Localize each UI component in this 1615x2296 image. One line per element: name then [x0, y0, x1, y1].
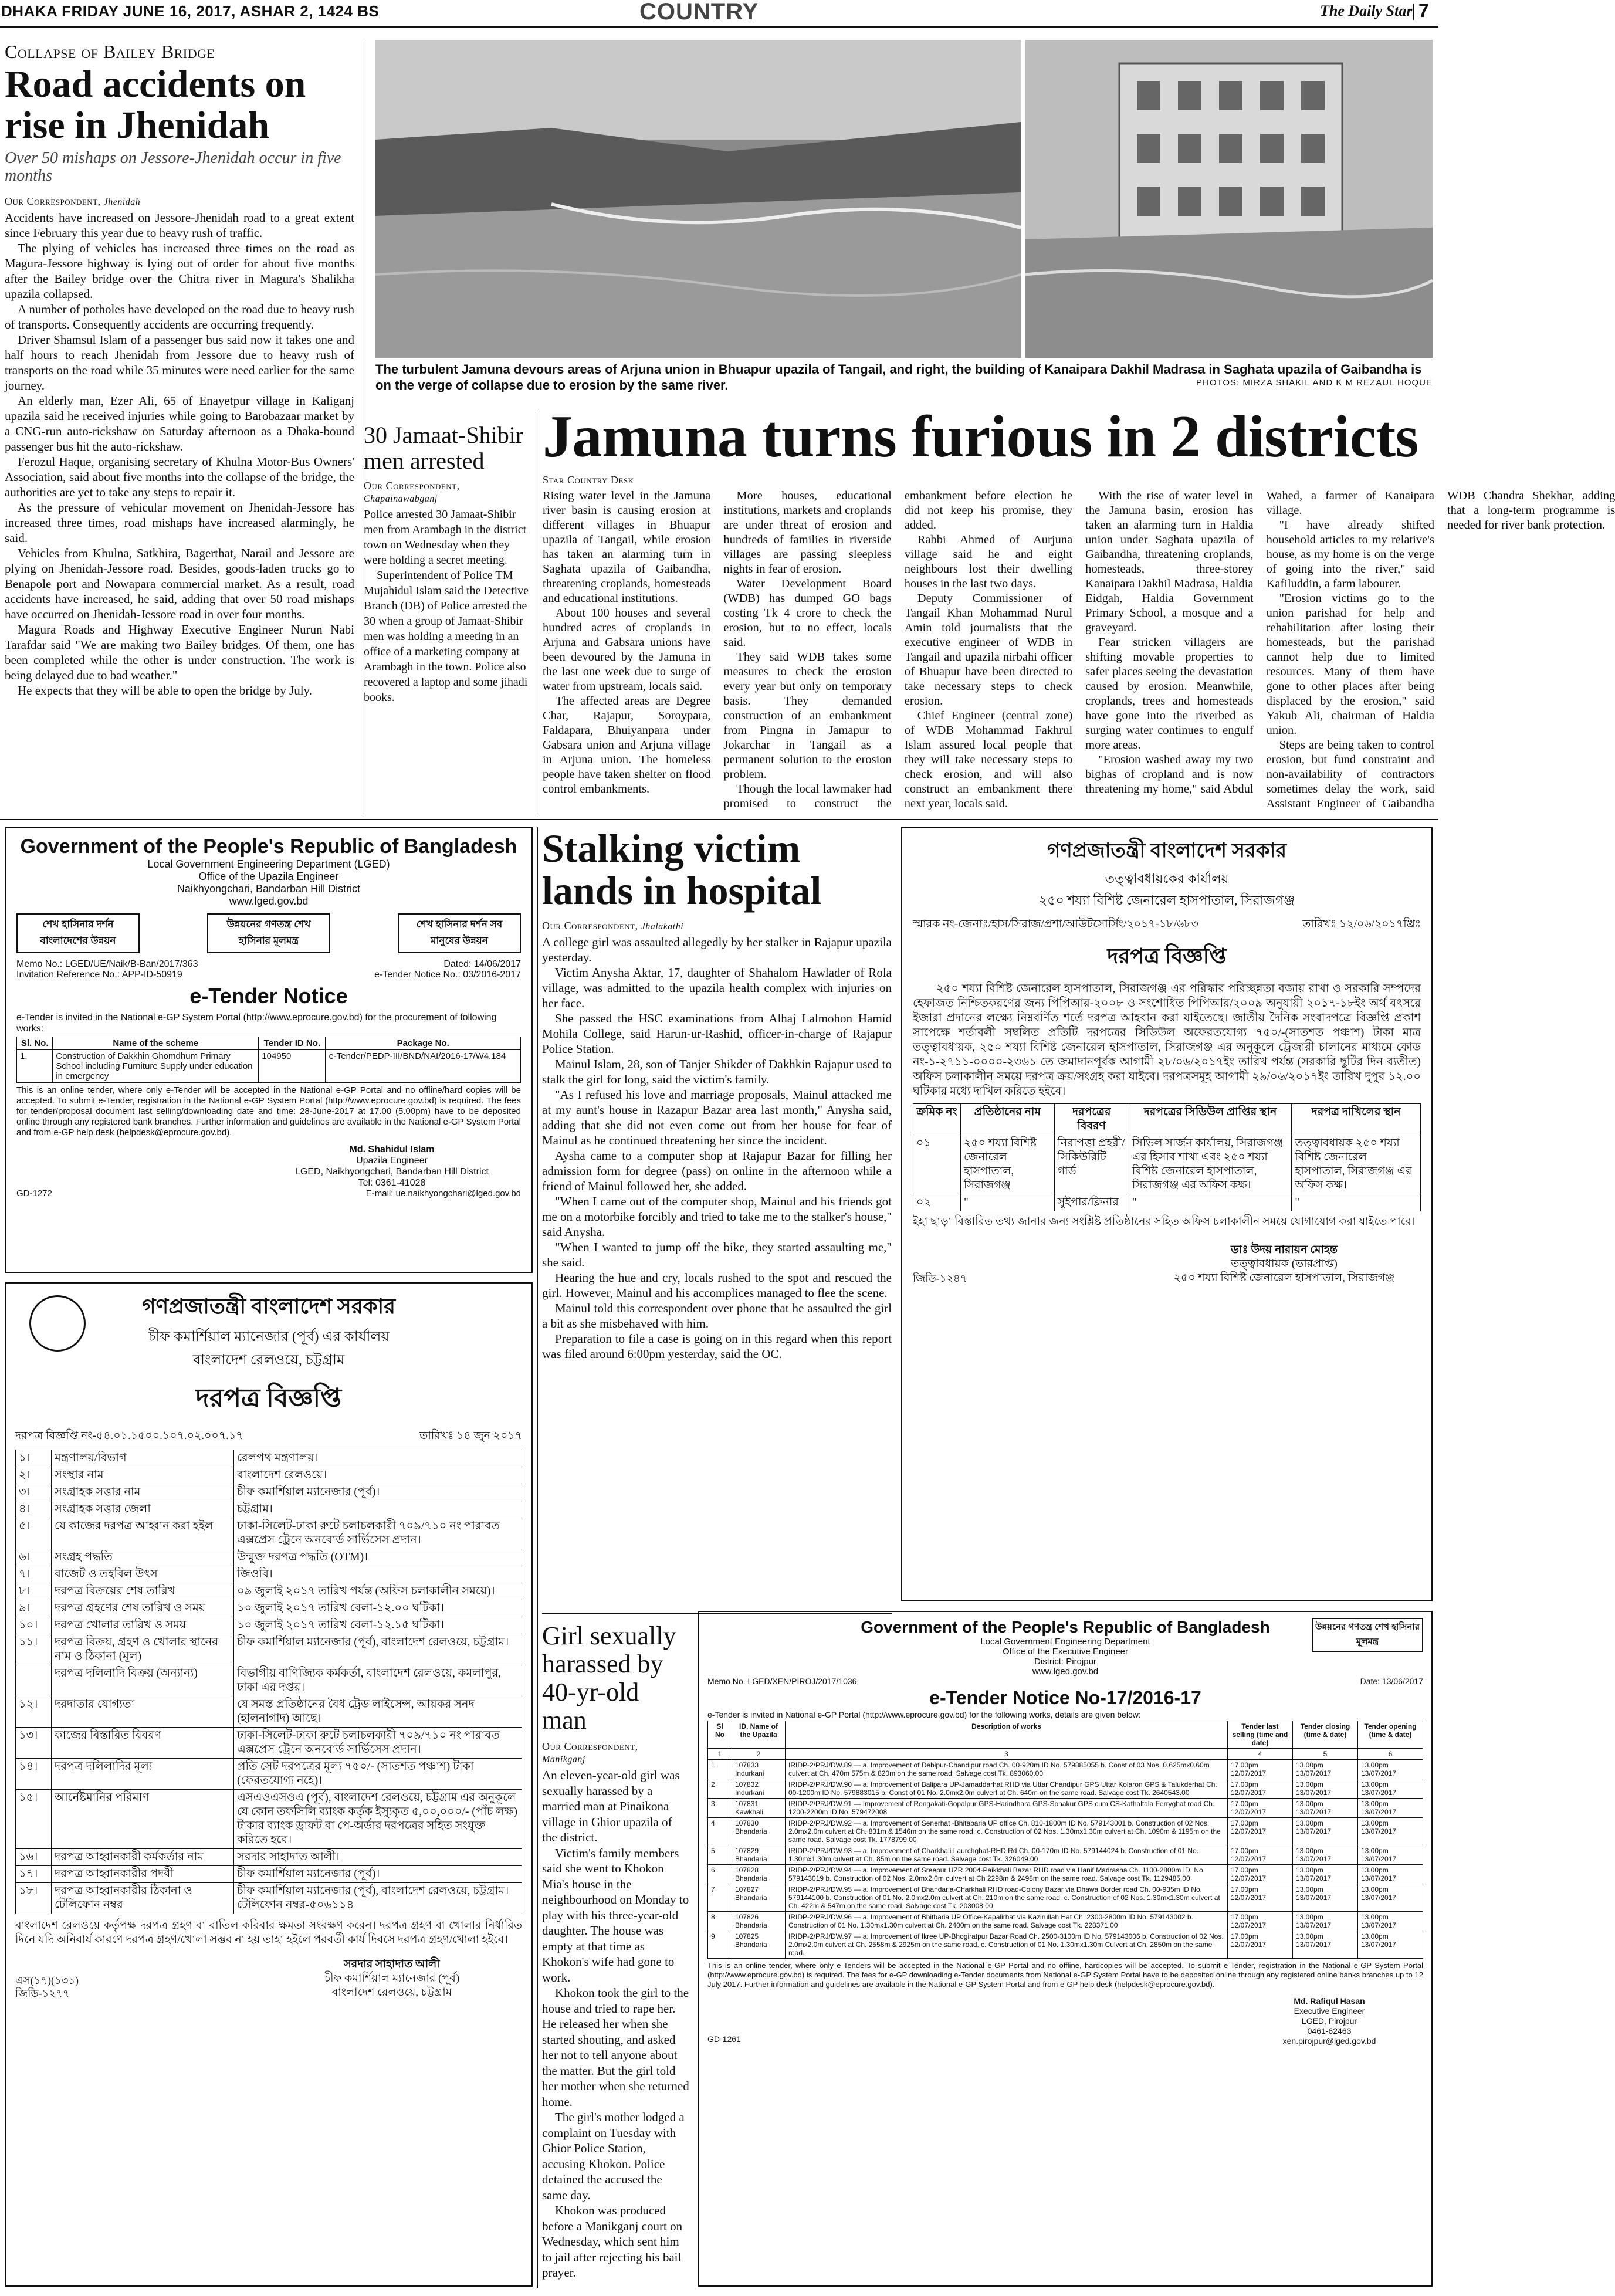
ad-code: GD-1261 [707, 2034, 741, 2044]
signer-name: সরদার সাহাদাত আলী [344, 1958, 440, 1970]
header-divider [1413, 4, 1414, 20]
slogan-right: শেখ হাসিনার দর্শন সব মানুষের উন্নয়ন [398, 913, 521, 953]
slogan-left: শেখ হাসিনার দর্শন বাংলাদেশের উন্নয়ন [16, 913, 140, 953]
table-row: 1. Construction of Dakkhin Ghomdhum Primary School including Furniture Supply under education in emergency 104950 e-Tender/PEDP-III/BND/NAI/2016-17/W4.184 [17, 1050, 521, 1083]
signer-name: Md. Shahidul Islam [349, 1144, 435, 1154]
headline: Girl sexually harassed by 40-yr-old man [542, 1621, 676, 1735]
table-row: 6 107828 Bhandaria IRIDP-2/PRJ/DW.94 — a. Improvement of Sreepur UZR 2004-Paikkhali Bazar RHD road via Hanif Madrasha Ch. 1100-2800m ID. No. 579143019 b. Construction of 02 Nos. 2.0mx2.0m culvert at Ch 2298m & 2498m on the same road. Salvage cost Tk. 1129485.00 17.00pm 12/07/2017 13.00pm 13/07/2017 13.00pm 13/07/2017 [708, 1865, 1423, 1884]
ref-row [16, 970, 521, 980]
paragraph: The girl's mother lodged a complaint on Tuesday with Ghior Police Station, accusing Khokon. Police detained the accused the same day. [542, 2110, 685, 2202]
story-road-accidents [5, 41, 354, 698]
paragraph: "I have already shifted household articles to my relative's house, as my home is on the verge of going into the river," said Kafiluddin, a farm labourer. [1266, 519, 1434, 590]
paragraph: More houses, educational institutions, markets and croplands are under threat of erosion and hundreds of families in riverside villages are passing sleepless nights in fear of erosion. [723, 489, 892, 575]
notice-body: This is an online tender, where only e-Tender will be accepted in the National e-GP Portal and no offline/hard copies will be accepted. To submit e-Tender, registration in the National e-GP System Portal (http://www.eprocure.gov.bd) is required. The fees for tender/proposal document last selling/downloading date and time: 28-June-2017 at 17.00 (5.00pm) have to be deposited online through any registered bank branches. Further information and guidelines are available in the National e-GP System Portal and from e-GP help desk (helpdesk@eprocure.gov.bd). [16, 1085, 521, 1137]
ref-row [15, 1427, 522, 1446]
paragraph: Accidents have increased on Jessore-Jhenidah road to a great extent since February this year due to heavy rush of traffic. [5, 211, 354, 240]
table-row: ১০। দরপত্র খোলার তারিখ ও সময় ১০ জুলাই ২০১৭ তারিখ বেলা-১২.১৫ ঘটিকা। [16, 1617, 522, 1634]
ad-footer-note: ইহা ছাড়া বিস্তারিত তথ্য জানার জন্য সংশ্লিষ্ট প্রতিষ্ঠানের সহিত অফিস চলাকালীন সময়ে যোগাযোগ করা যাইতে পারে। [913, 1215, 1416, 1228]
photo-madrasa-collapse [1025, 40, 1433, 358]
paragraph: Victim Anysha Aktar, 17, daughter of Shahalom Hawlader of Rola village, was admitted to the upazila health complex with injuries on her face. [542, 966, 892, 1010]
ad-office: চীফ কমার্শিয়াল ম্যানেজার (পূর্ব) এর কার্যালয় [148, 1329, 390, 1345]
notice-no: e-Tender Notice No.: 03/2016-2017 [374, 970, 521, 980]
table-row: 4 107830 Bhandaria IRIDP-2/PRJ/DW.92 — a. Improvement of Senerhat -Bhitabaria UP office Ch. 810-1800m ID No. 579143001 b. Construction of 02 Nos. 2.0mx2.0m culvert at Ch. 831m & 1546m on the same road. c. Construction of 02 Nos. 1.30mx1.30m culvert at Ch. 1090m & 1195m on the same road. Salvage cost Tk. 1778799.00 17.00pm 12/07/2017 13.00pm 13/07/2017 13.00pm 13/07/2017 [708, 1818, 1423, 1845]
story-girl-harassed [542, 1622, 690, 2281]
story-jamuna-furious [543, 405, 1434, 469]
kicker: Collapse of Bailey Bridge [5, 41, 215, 62]
ref-date: তারিখঃ ১২/০৬/২০১৭খ্রিঃ [1302, 918, 1421, 930]
table-row: ৮। দরপত্র বিক্রয়ের শেষ তারিখ ০৯ জুলাই ২০১৭ তারিখ পর্যন্ত (অফিস চলাকালীন সময়ে)। [16, 1583, 522, 1600]
paragraph: Magura Roads and Highway Executive Engineer Nurun Nabi Tarafdar said "We are making two Bailey bridges. Of them, one has been completed while the other is under construction. The work is being delayed due to bad weather." [5, 622, 354, 682]
ad-website: www.lged.gov.bd [229, 895, 309, 907]
table-header: Sl No ID, Name of the Upazila Description of works Tender last selling (time and date) Tender closing (time & date) Tender opening (time & date) [708, 1721, 1423, 1749]
paragraph: Fear stricken villagers are shifting movable properties to safer places seeing the devastation caused by erosion. Meanwhile, croplands, trees and homesteads have gone into the riverbed as surging water continues to engulf more areas. [1085, 636, 1254, 751]
ad-office: Office of the Upazila Engineer [198, 871, 339, 882]
byline: Star Country Desk [543, 474, 634, 486]
notice-intro: e-Tender is invited in National e-GP Portal (http://www.eprocure.gov.bd) for the following works, details are given below: [707, 1710, 1141, 1719]
byline: Our Correspondent, Jhalakathi [542, 920, 684, 932]
ad-code: জিডি-১২৪৭ [913, 1272, 967, 1284]
table-row: ৬। সংগ্রহ পদ্ধতি উন্মুক্ত দরপত্র পদ্ধতি (OTM)। [16, 1549, 522, 1566]
signer-office: ২৫০ শয্যা বিশিষ্ট জেনারেল হাসপাতাল, সিরাজগঞ্জ [1173, 1272, 1395, 1284]
photo-jamuna-erosion [375, 40, 1021, 358]
paragraph: "When I wanted to jump off the bike, they started assaulting me," she said. [542, 1240, 892, 1269]
signer-designation: তত্ত্বাবধায়ক (ভারপ্রাপ্ত) [1231, 1258, 1338, 1270]
article-body [542, 934, 892, 1362]
notice-body: ২৫০ শয্যা বিশিষ্ট জেনারেল হাসপাতাল, সিরাজগঞ্জ এর পরিস্কার পরিচ্ছন্নতা বজায় রাখা ও সরকারি সম্পদের হেফাজত নিশ্চিতকরণের জন্য পিপিআর-২০০৮ ও সংশোধিত পিপিআর/২০০৯ অনুযায়ী ২০১৭-১৮ইং অর্থ বৎসরে ইজারা প্রদানের লক্ষ্যে নিম্নবর্ণিত শর্তে দরপত্র আহবান করা যাইতেছে। জাতীয় দৈনিক সংবাদপত্রে বিজ্ঞপ্তি প্রকাশ সাপেক্ষে শর্তাবলী সম্বলিত প্রতিটি দরপত্রের সিডিউল অফেরতযোগ্য ৭৫০/-(সাতশত পঞ্চাশ) টাকা মাত্র তত্ত্বাবধায়ক, ২৫০ শয্যা বিশিষ্ট জেনারেল হাসপাতাল, সিরাজগঞ্জ এর অনুকূলে ট্রেজারী চালানের মাধ্যমে কোড নং-১-২৭১১-০০০০-২৩৬১ তে জমাদানপূর্বক আগামী ২৮/০৬/২০১৭ইং তারিখ পর্যন্ত (সরকারি ছুটির দিন ব্যতীত) অফিস চলাকালীন সময়ে দরপত্র ক্রয়/সংগ্রহ করা যাইবে। দরপত্রসমূহ আগামী ২৯/০৬/২০১৭ইং তারিখ দুপুর ১২.০০ ঘটিকার মধ্যে দাখিল করিতে হইবে। [913, 983, 1421, 1098]
story-jamaat-arrest [364, 422, 530, 705]
paragraph: Deputy Commissioner of Tangail Khan Mohammad Nurul Amin told journalists that the executive engineer of WDB in Tangail and upazila nirbahi officer of Bhuapur have been directed to take necessary steps to check erosion. [904, 592, 1073, 707]
table-row: দরপত্র দলিলাদি বিক্রয় (অন্যান্য) বিভাগীয় বাণিজ্যিক কর্মকর্তা, বাংলাদেশ রেলওয়ে, কমলাপুর, ঢাকা এর দপ্তর। [16, 1665, 522, 1696]
ad-office: Office of the Executive Engineer [1002, 1647, 1128, 1657]
paragraph: A college girl was assaulted allegedly by her stalker in Rajapur upazila yesterday. [542, 935, 892, 964]
table-row: ১২। দরদাতার যোগ্যতা যে সমস্ত প্রতিষ্ঠানের বৈধ ট্রেড লাইসেন্স, আয়কর সনদ (হালনাগাদ) আছে। [16, 1696, 522, 1728]
dateline: DHAKA FRIDAY JUNE 16, 2017, ASHAR 2, 1424 BS [1, 2, 380, 20]
photo-caption [375, 361, 1431, 393]
paragraph: Hearing the hue and cry, locals rushed to the spot and rescued the girl. However, Mainul and his accomplices managed to flee the scene. [542, 1271, 892, 1300]
article-body [5, 210, 354, 698]
table-row: 5 107829 Bhandaria IRIDP-2/PRJ/DW.93 — a. Improvement of Charkhali Laurchghat-RHD Rd Ch. 00-170m ID No. 579144024 b. Construction of 01 No. 1.30mx1.30m culvert at Ch. 85m on the same road. Salvage cost Tk. 326049.00 17.00pm 12/07/2017 13.00pm 13/07/2017 13.00pm 13/07/2017 [708, 1845, 1423, 1865]
paragraph: Ferozul Haque, organising secretary of Khulna Motor-Bus Owners' Association, said about five months into the collapse of the bridge, the authorities are yet to take any steps to repair it. [5, 455, 354, 499]
paragraph: A number of potholes have developed on the road due to heavy rush of transports. Consequently accidents are occurring frequently. [5, 302, 354, 331]
masthead: The Daily Star [1320, 2, 1413, 19]
table-header: Sl. No. Name of the scheme Tender ID No. Package No. [17, 1037, 521, 1050]
ad-code: GD-1272 [16, 1188, 52, 1198]
paragraph: Mainul told this correspondent over phone that he assaulted the girl a bit as she misbehaved with him. [542, 1301, 892, 1330]
column-divider [537, 827, 538, 2288]
ad-sirajganj-hospital [901, 827, 1433, 1601]
table-row: ৫। যে কাজের দরপত্র আহ্বান করা হইল ঢাকা-সিলেট-ঢাকা রুটে চলাচলকারী ৭০৯/৭১০ নং পারাবত এক্সপ্রেস ট্রেনে অনবোর্ড সার্ভিসেস প্রদান। [16, 1518, 522, 1549]
ad-office: তত্ত্বাবধায়কের কার্যালয় [1105, 871, 1229, 886]
table-row: 7 107827 Bhandaria IRIDP-2/PRJ/DW.95 — a. Improvement of Bhandaria-Charkhali RHD road-Colony Bazar via Dhawa Border road Ch. 00-935m ID No. 579144100 b. Construction of 01 No. 2.0mx2.0m culvert at Ch. 210m on the same road. c. Construction of 02 Nos. 1.30mx1.30m culvert at Ch. 422m & 547m on the same road. Salvage cost Tk. 203008.00 17.00pm 12/07/2017 13.00pm 13/07/2017 13.00pm 13/07/2017 [708, 1884, 1423, 1912]
paragraph: Water Development Board (WDB) has dumped GO bags costing Tk 4 crore to check the erosion, but to no effect, locals said. [723, 577, 892, 649]
paragraph: Police arrested 30 Jamaat-Shibir men from Arambagh in the district town on Wednesday when they were holding a secret meeting. [364, 508, 527, 567]
notice-title: e-Tender Notice [189, 984, 348, 1008]
memo-date: Date: 13/06/2017 [1360, 1677, 1423, 1686]
headline: Jamuna turns furious in 2 districts [543, 404, 1418, 470]
notice-title: দরপত্র বিজ্ঞপ্তি [1107, 944, 1227, 968]
govt-seal-icon [29, 1295, 86, 1352]
ref-no: স্মারক নং-জেনাঃ/হাস/সিরাজ/প্রশা/আউটসোর্সিং/২০১৭-১৮/৬৮৩ [913, 918, 1198, 930]
header-rule [0, 26, 1438, 28]
ad-title: গণপ্রজাতন্ত্রী বাংলাদেশ সরকার [141, 1295, 396, 1318]
paragraph: The affected areas are Degree Char, Rajapur, Soroypara, Faldapara, Bhuiyanpara under Gabsara union and Arjuna village in Arjuna union. The homeless people have taken shelter on flood control embankments. [543, 695, 711, 795]
paragraph: "When I came out of the computer shop, Mainul and his friends got me on a motorbike forcibly and tried to take me to the stalker's house," said Anysha. [542, 1194, 892, 1239]
ad-website: www.lged.gov.bd [1032, 1667, 1099, 1677]
signature-block [263, 1144, 521, 1188]
ad-lged-naikhyongchari [5, 827, 533, 1273]
paragraph: As the pressure of vehicular movement on Jhenidah-Jessore has increased three times, road mishaps have increased alarmingly, he said. [5, 500, 354, 545]
signer-tel: Tel: 0361-41028 [358, 1178, 426, 1188]
signer-tel: 0461-62463 [1307, 2026, 1352, 2036]
ad-place: বাংলাদেশ রেলওয়ে, চট্টগ্রাম [192, 1353, 345, 1368]
paragraph: Khokon took the girl to the house and tried to rape her. He released her when she started shouting, and asked her not to tell anyone about the matter. But the girl told her mother when she returned home. [542, 1986, 689, 2109]
paragraph: Victim's family members said she went to Khokon Mia's house in the neighbourhood on Monday to play with his three-year-old daughter. The house was empty at that time as Khokon's wife had gone to work. [542, 1845, 689, 1985]
signer-name: Md. Rafiqul Hasan [1294, 1996, 1365, 2006]
memo-date: Dated: 14/06/2017 [443, 959, 521, 969]
table-row: ০১ ২৫০ শয্যা বিশিষ্ট জেনারেল হাসপাতাল, সিরাজগঞ্জ নিরাপত্তা প্রহরী/সিকিউরিটি গার্ড সিভিল সার্জন কার্যালয়, সিরাজগঞ্জ এর হিসাব শাখা এবং ২৫০ শয্যা বিশিষ্ট জেনারেল হাসপাতাল, সিরাজগঞ্জ এর অফিস কক্ষ। তত্ত্বাবধায়ক ২৫০ শয্যা বিশিষ্ট জেনারেল হাসপাতাল, সিরাজগঞ্জ এর অফিস কক্ষ। [913, 1135, 1421, 1194]
ad-footer-note: বাংলাদেশ রেলওয়ে কর্তৃপক্ষ দরপত্র গ্রহণ বা বাতিল করিবার ক্ষমতা সংরক্ষণ করেন। দরপত্র গ্রহণ বা খোলার নির্ধারিত দিনে যদি অনিবার্য কারণে দরপত্র গ্রহণ/খোলা সম্ভব না হয় তাহা হইলে পরবর্তী কার্য দিবসে দরপত্র গ্রহণ/খোলা হইবে। [15, 1919, 522, 1946]
table-row: ১। মন্ত্রণালয়/বিভাগ রেলপথ মন্ত্রণালয়। [16, 1450, 522, 1467]
table-row: 9 107825 Bhandaria IRIDP-2/PRJ/DW.97 — a. Improvement of Ikree UP-Bhogiratpur Bazar Road Ch. 2500-3100m ID No. 579143006 b. Construction of 02 Nos. 2.0mx2.0m culvert at Ch. 2558m & 2925m on the same road. c. Construction of 01 No. 1.30mx1.30m Culvert at Ch. 2850m on the same road. 17.00pm 12/07/2017 13.00pm 13/07/2017 13.00pm 13/07/2017 [708, 1931, 1423, 1959]
invitation-ref: Invitation Reference No.: APP-ID-50919 [16, 970, 182, 980]
ad-footer [16, 1188, 521, 1198]
ref-date: তারিখঃ ১৪ জুন ২০১৭ [419, 1430, 522, 1442]
signer-place: বাংলাদেশ রেলওয়ে, চট্টগ্রাম [331, 1986, 452, 1999]
paragraph: Though the local lawmaker had promised to construct the embankment before election he did not keep his promise, they added. [723, 489, 1073, 810]
signer-designation: Executive Engineer [1294, 2006, 1365, 2016]
table-row: 3 107831 Kawkhali IRIDP-2/PRJ/DW.91 — Improvement of Rongakati-Gopalpur GPS-Harindhara GPS-Sonakur GPS cum CS-Kathaltala Ferryghat road Ch. 1200-2200m ID No. 579472008 17.00pm 12/07/2017 13.00pm 13/07/2017 13.00pm 13/07/2017 [708, 1799, 1423, 1818]
article-body [542, 1767, 690, 2281]
logo-row [16, 913, 521, 953]
ad-hospital: ২৫০ শয্যা বিশিষ্ট জেনারেল হাসপাতাল, সিরাজগঞ্জ [1038, 893, 1295, 907]
paragraph: She passed the HSC examinations from Alhaj Lalmohon Hamid Mohila College, said Harun-ur-Rashid, officer-in-charge of Rajapur Police Station. [542, 1011, 892, 1056]
table-row: ১৩। কাজের বিস্তারিত বিবরণ ঢাকা-সিলেট-ঢাকা রুটে চলাচলকারী ৭০৯/৭১০ নং পারাবত এক্সপ্রেস ট্রেনে অনবোর্ড সার্ভিসেস প্রদান। [16, 1728, 522, 1759]
signer-name: ডাঃ উদয় নারায়ন মোহন্ত [1230, 1244, 1338, 1256]
section-label: COUNTRY [639, 0, 759, 25]
paragraph: Rabbi Ahmed of Aurjuna village said he and eight neighbours lost their dwelling houses in the last two days. [904, 533, 1073, 590]
table-header: ক্রমিক নং প্রতিষ্ঠানের নাম দরপত্রের বিবরণ দরপত্রের সিডিউল প্রাপ্তির স্থান দরপত্র দাখিলের স্থান [913, 1104, 1421, 1135]
ad-bangladesh-railway [5, 1282, 533, 2287]
headline: Road accidents on rise in Jhenidah [5, 63, 306, 147]
signer-email: E-mail: ue.naikhyongchari@lged.gov.bd [365, 1188, 521, 1198]
table-row: 1 107833 Indurkani IRIDP-2/PRJ/DW.89 — a. Improvement of Debipur-Chandipur road Ch. 00-920m ID No. 579885055 b. Const of 03 Nos. 0.625mx0.60m culvert at Ch. 470m 575m & 820m on the same road. Salvage cost Tk. 893060.00 17.00pm 12/07/2017 13.00pm 13/07/2017 13.00pm 13/07/2017 [708, 1760, 1423, 1779]
paragraph: About 100 houses and several hundred acres of croplands in Arjuna and Gabsara unions have been devoured by the Jamuna in the last one week due to surge of water from upstream, locals said. [543, 607, 711, 693]
slogan: উন্নয়নের গণতন্ত্র শেখ হাসিনার মূলমন্ত্র [1312, 1618, 1423, 1652]
tender-table [707, 1721, 1423, 1959]
notice-intro: e-Tender is invited in the National e-GP System Portal (http://www.eprocure.gov.bd) for the procurement of following works: [16, 1012, 497, 1034]
byline: Our Correspondent, Chapainawabganj [364, 480, 460, 504]
section-rule [0, 819, 1438, 820]
ad-dept: Local Government Engineering Department [980, 1637, 1150, 1647]
headline: Stalking victim lands in hospital [542, 826, 822, 913]
paragraph: Khokon was produced before a Manikganj court on Wednesday, which sent him to jail after rejecting his bail prayer. [542, 2203, 683, 2280]
notice-title: e-Tender Notice No-17/2016-17 [929, 1687, 1201, 1708]
caption-text: The turbulent Jamuna devours areas of Arjuna union in Bhuapur upazila of Tangail, and right, the building of Kanaipara Dakhil Madrasa in Saghata upazila of Gaibandha is on the verge of collapse due to erosion by the same river. [375, 362, 1422, 392]
page-header [0, 0, 1438, 23]
ad-lged-pirojpur [698, 1611, 1433, 2287]
paragraph: An elderly man, Ezer Ali, 65 of Enayetpur village in Kaliganj upazila said he received injuries while going to Barobazaar market by a CNG-run auto-rickshaw on Saturday afternoon as a Dhaka-bound passenger bus hit the auto-rickshaw. [5, 394, 354, 453]
slogan-mid: উন্নয়নের গণতন্ত্র শেখ হাসিনার মূলমন্ত্র [207, 913, 330, 953]
paragraph: Chief Engineer (central zone) of WDB Mohammad Fakhrul Islam assured local people that they will take necessary steps to check erosion, and will also construct an embankment there next year, locals said. [904, 709, 1073, 810]
signer-email: xen.pirojpur@lged.gov.bd [1282, 2036, 1376, 2046]
ref-row [913, 916, 1421, 934]
byline: Our Correspondent, Jhenidah [5, 195, 141, 207]
signature-block [1147, 1243, 1421, 1285]
paragraph: Rising water level in the Jamuna river basin is causing erosion at different villages in Bhuapur upazila of Tangail, while erosion has taken an alarming turn in Saghata upazila of Gaibandha, threatening croplands, homesteads and educational institutions. [543, 489, 711, 605]
tender-table [15, 1450, 522, 1914]
page-number: 7 [1418, 0, 1429, 21]
paragraph: Vehicles from Khulna, Satkhira, Bagerthat, Narail and Jessore are plying on Jhenidah-Jessore road. Besides, goods-laden trucks go to Benapole port and Nowapara commercial market. As a result, road accidents have increased, he said, adding that over 50 road mishaps have occurred on Jhenidah-Jessore road in over four months. [5, 546, 354, 621]
signer-designation: Upazila Engineer [356, 1156, 428, 1166]
paragraph: Steps are being taken to control erosion, but fund constraint and non-availability of contractors sometimes delay the work, said Assistant Engineer of Gaibandha WDB Chandra Shekhar, adding that a long-term programme is needed for river bank protection. [1266, 489, 1615, 810]
paragraph: "Erosion washed away my two bighas of cropland and is now threatening my home," said Abdul Wahed, a farmer of Kanaipara village. [1085, 489, 1434, 795]
table-row: 2 107832 Indurkani IRIDP-2/PRJ/DW.90 — a. Improvement of Balipara UP-Jamaddarhat RHD via Uttar Chandipur GPS Uttar Kolaron GPS & Talukderhat Ch. 00-1200m ID No. 579883015 b. Const of 01 No. 2.0mx2.0m culvert at Ch. 640m on the same road. Salvage cost Tk. 2640543.00 17.00pm 12/07/2017 13.00pm 13/07/2017 13.00pm 13/07/2017 [708, 1779, 1423, 1799]
erosion-photo-left [375, 40, 1021, 358]
memo-row [707, 1677, 1423, 1686]
table-row: ১৬। দরপত্র আহ্বানকারী কর্মকর্তার নাম সরদার সাহাদাত আলী। [16, 1849, 522, 1866]
table-row: ৪। সংগ্রাহক সত্তার জেলা চট্টগ্রাম। [16, 1501, 522, 1518]
table-row: ১৫। আর্নেষ্টমানির পরিমাণ এসএওএসওএ (পূর্ব), বাংলাদেশ রেলওয়ে, চট্টগ্রাম এর অনুকূলে যে কোন তফসিলি ব্যাংক কর্তৃক ইস্যুকৃত ৫,০০,০০০/- (পাঁচ লক্ষ) টাকার ব্যাংক ড্রাফট বা পে-অর্ডার দরপত্রের সহিত সংযুক্ত করিতে হবে। [16, 1790, 522, 1849]
paragraph: Aysha came to a computer shop at Rajapur Bazar for filling her admission form for degree (pass) on online in the afternoon while a friend of Mainul followed her, she added. [542, 1149, 892, 1193]
table-row: ৩। সংগ্রাহক সত্তার নাম চীফ কমার্শিয়াল ম্যানেজার (পূর্ব)। [16, 1484, 522, 1501]
story-stalking-victim [542, 827, 892, 1362]
paragraph: "As I refused his love and marriage proposals, Mainul attacked me at my aunt's house in Razapur Bazar area last month," Anysha said, adding that she did not even come out from her house for fear of Mainul as he continued threatening her since the incident. [542, 1088, 892, 1147]
paragraph: "Erosion victims go to the union parishad for help and rehabilitation after losing their homesteads, but the parishad cannot help due to limited resources. Many of them have gone to other places after being displaced by the erosion," said Yakub Ali, chairman of Haldia union. [1266, 592, 1434, 737]
ad-district: District: Pirojpur [1034, 1657, 1096, 1667]
table-row: ০২ " সুইপার/ক্লিনার " " [913, 1194, 1421, 1211]
photo-credit: PHOTOS: MIRZA SHAKIL AND K M REZAUL HOQUE [1196, 378, 1433, 388]
signer-designation: চীফ কমার্শিয়াল ম্যানেজার (পূর্ব) [324, 1972, 460, 1985]
ad-code: এস(১৭)(১৩১) [15, 1975, 79, 1986]
signer-office: LGED, Pirojpur [1301, 2016, 1357, 2026]
table-row: 8 107826 Bhandaria IRIDP-2/PRJ/DW.96 — a. Improvement of Bhitbaria UP Office-Kapalirhat via Kazirullah Hat Ch. 2300-2800m ID No. 579143002 b. Construction of 01 No. 1.30mx1.30m culvert at Ch. 2400m on the same road. Salvage cost Tk. 228371.00 17.00pm 12/07/2017 13.00pm 13/07/2017 13.00pm 13/07/2017 [708, 1912, 1423, 1931]
ref-no: দরপত্র বিজ্ঞপ্তি নং-৫৪.০১.১৫০০.১০৭.০২.০০৭.১৭ [15, 1430, 243, 1442]
paragraph: Mainul Islam, 28, son of Tanjer Shikder of Dakhkin Rajapur used to stalk the girl for long, said the victim's family. [542, 1057, 892, 1086]
table-row: ১৮। দরপত্র আহ্বানকারীর ঠিকানা ও টেলিফোন নম্বর চীফ কমার্শিয়াল ম্যানেজার (পূর্ব), বাংলাদেশ রেলওয়ে, চট্টগ্রাম। টেলিফোন নম্বর-৫০৬১১৪ [16, 1883, 522, 1914]
table-row: ১৪। দরপত্র দলিলাদির মূল্য প্রতি সেট দরপত্রের মূল্য ৭৫০/- (সাতশত পঞ্চাশ) টাকা (ফেরতযোগ্য নহে)। [16, 1759, 522, 1790]
notice-title: দরপত্র বিজ্ঞপ্তি [195, 1384, 342, 1413]
article-body [364, 507, 530, 705]
madrasa-photo-right [1025, 40, 1433, 358]
table-row: ৭। বাজেট ও তহবিল উৎস জিওবি। [16, 1566, 522, 1583]
memo-row [16, 959, 521, 970]
ad-title: Government of the People's Republic of Bangladesh [20, 835, 517, 858]
deck: Over 50 mishaps on Jessore-Jhenidah occur in five months [5, 149, 341, 185]
table-row: ২। সংস্থার নাম বাংলাদেশ রেলওয়ে। [16, 1467, 522, 1484]
ad-title: গণপ্রজাতন্ত্রী বাংলাদেশ সরকার [1047, 840, 1287, 862]
paragraph: With the rise of water level in the Jamuna basin, erosion has taken an alarming turn in Haldia union under Saghata upazila of Gaibandha, threatening croplands, homesteads, three-storey Kanaipara Dakhil Madrasa, Haldia Eidgah, Haldia Government Primary School, a mosque and a graveyard. [1085, 489, 1254, 634]
memo-no: Memo No.: LGED/UE/Naik/B-Ban/2017/363 [16, 959, 198, 969]
table-colnums: 1 2 3 4 5 6 [708, 1749, 1423, 1760]
table-row: ৯। দরপত্র গ্রহণের শেষ তারিখ ও সময় ১০ জুলাই ২০১৭ তারিখ বেলা-১২.০০ ঘটিকা। [16, 1600, 522, 1617]
paragraph: They said WDB takes some measures to check the erosion every year but only on temporary basis. They demanded construction of an embankment from Pingna in Jamapur to Jokarchar in Tangail as a permanent solution to the erosion problem. [723, 651, 892, 781]
article-body [543, 489, 1615, 811]
ad-dept: Local Government Engineering Department (LGED) [147, 858, 390, 870]
paragraph: The plying of vehicles has increased three times on the road as Magura-Jessore highway is lying out of order for about five months after the Bailey bridge over the Chitra river in Magura's Shalikha upazila collapsed. [5, 241, 354, 301]
paragraph: Superintendent of Police TM Mujahidul Islam said the Detective Branch (DB) of Police arrested the 30 when a group of Jamaat-Shibir men was holding a meeting in an office of a marketing company at Arambagh in the town. Police also recovered a laptop and some jihadi books. [364, 569, 529, 704]
ad-address: Naikhyongchari, Bandarban Hill District [177, 883, 361, 895]
tender-table [16, 1037, 521, 1083]
paragraph: An eleven-year-old girl was sexually harassed by a married man at Pinaikona village in Ghior upazila of the district. [542, 1768, 680, 1844]
tender-table [913, 1103, 1421, 1211]
table-row: ১৭। দরপত্র আহ্বানকারীর পদবী চীফ কমার্শিয়াল ম্যানেজার (পূর্ব)। [16, 1866, 522, 1883]
ad-title: Government of the People's Republic of Bangladesh [861, 1618, 1270, 1636]
paragraph: He expects that they will be able to open the bridge by July. [18, 683, 312, 697]
signer-office: LGED, Naikhyongchari, Bandarban Hill District [295, 1167, 489, 1177]
story3-body [543, 474, 1615, 814]
ad-code: জিডি-১২৭৭ [15, 1987, 70, 1999]
byline: Our Correspondent, Manikganj [542, 1740, 638, 1765]
paragraph: Driver Shamsul Islam of a passenger bus said now it takes one and half hours to reach Jhenidah from Jessore due to heavy rush of transports on the road while 35 minutes were need earlier for the same journey. [5, 333, 354, 392]
paragraph: Preparation to file a case is going on in this regard when this report was filed around 6:00pm yesterday, said the OC. [542, 1332, 892, 1361]
memo-no: Memo No. LGED/XEN/PIROJ/2017/1036 [707, 1677, 857, 1686]
ad-footer-note: This is an online tender, where only e-Tenders will be accepted in the National e-GP Portal and no offline, hardcopies will be accepted. To submit e-Tender, registration in the National e-GP System Portal (http://www.eprocure.gov.bd) is required. The fees for e-GP downloading e-Tender documents from National e-GP System Portal have to be deposited online through any registered online banks branches up to 12 July 2017. Further information and guidelines are available in the National e-GP System Portal and from e-GP help desk (helpdesk@eprocure.gov.bd). [707, 1961, 1423, 1989]
table-row: ১১। দরপত্র বিক্রয়, গ্রহণ ও খোলার স্থানের নাম ও ঠিকানা (মূল) চীফ কমার্শিয়াল ম্যানেজার (পূর্ব), বাংলাদেশ রেলওয়ে, চট্টগ্রাম। [16, 1634, 522, 1665]
headline: 30 Jamaat-Shibir men arrested [364, 422, 524, 474]
